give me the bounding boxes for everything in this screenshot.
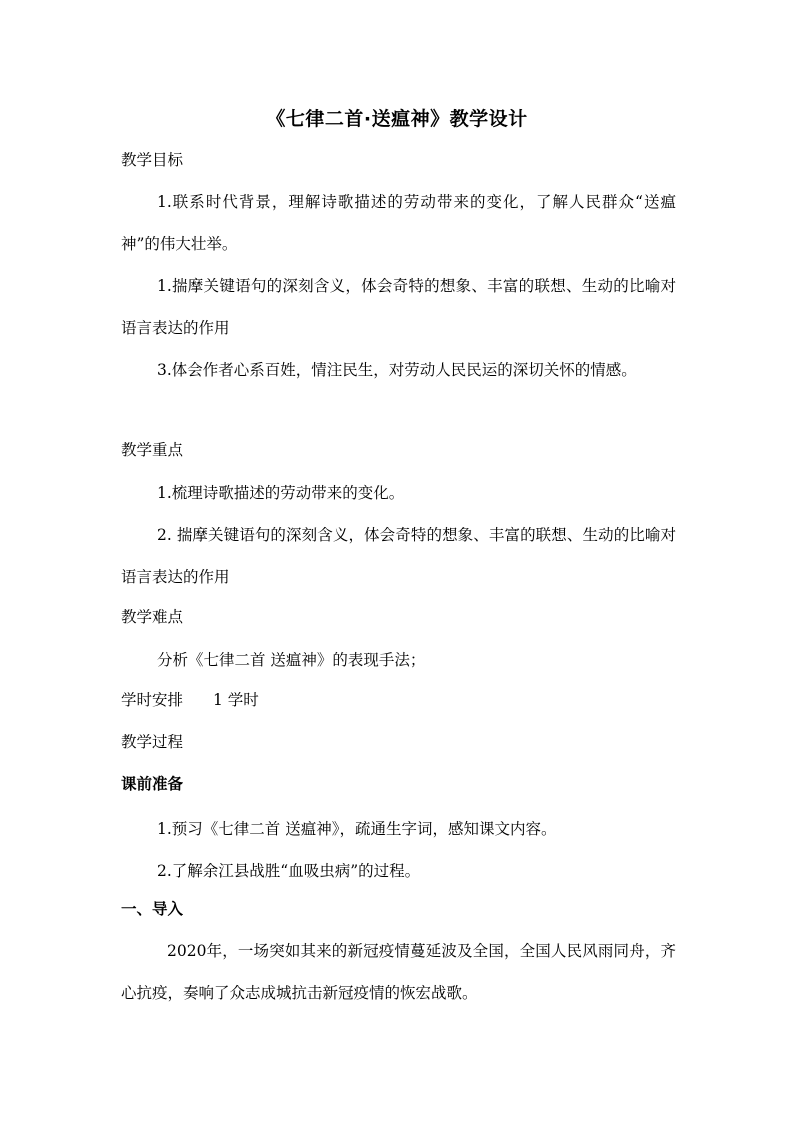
objectives-heading: 教学目标	[121, 151, 184, 169]
process-heading: 教学过程	[121, 733, 184, 751]
key-point-item-1: 1.梳理诗歌描述的劳动带来的变化。	[157, 484, 405, 502]
difficulty-item-1: 分析《七律二首 送瘟神》的表现手法；	[157, 651, 426, 669]
objective-item-2: 1.揣摩关键语句的深刻含义，体会奇特的想象、丰富的联想、生动的比喻对语言表达的作用	[121, 277, 676, 337]
preparation-item-2: 2.了解余江县战胜“血吸虫病”的过程。	[157, 862, 421, 880]
schedule-value: 1 学时	[213, 691, 259, 709]
preparation-item-1: 1.预习《七律二首 送瘟神》，疏通生字词，感知课文内容。	[157, 820, 557, 838]
page-title: 《七律二首·送瘟神》教学设计	[266, 108, 528, 130]
difficulties-heading: 教学难点	[121, 608, 184, 626]
intro-heading: 一、导入	[121, 900, 184, 918]
schedule-line	[121, 686, 676, 714]
intro-paragraph: 2020年，一场突如其来的新冠疫情蔓延波及全国，全国人民风雨同舟，齐心抗疫，奏响了众志成城抗击新冠疫情的恢宏战歌。	[121, 942, 676, 1002]
key-points-heading: 教学重点	[121, 441, 184, 459]
objective-item-1: 1.联系时代背景，理解诗歌描述的劳动带来的变化，了解人民群众“送瘟神”的伟大壮举。	[121, 193, 676, 253]
objective-item-3: 3.体会作者心系百姓，情注民生，对劳动人民民运的深切关怀的情感。	[157, 361, 637, 379]
preparation-heading: 课前准备	[121, 775, 184, 793]
schedule-label: 学时安排	[121, 691, 184, 709]
key-point-item-2: 2. 揣摩关键语句的深刻含义，体会奇特的想象、丰富的联想、生动的比喻对语言表达的作用	[121, 526, 676, 586]
